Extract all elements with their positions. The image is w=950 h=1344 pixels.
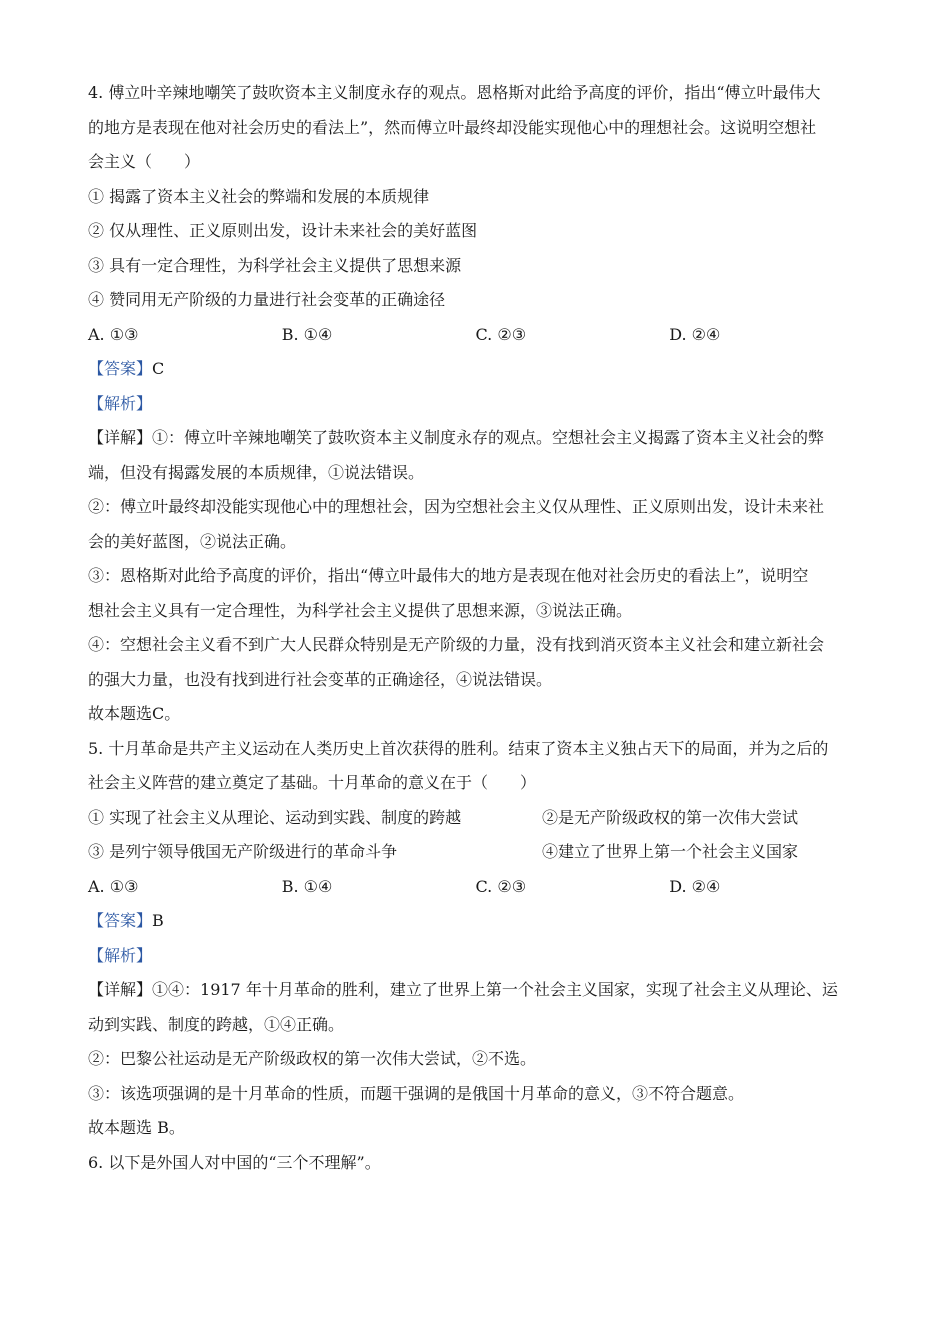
q5-item: ④建立了世界上第一个社会主义国家 (542, 842, 799, 861)
answer-value: C (152, 359, 165, 378)
detail-text: ①：傅立叶辛辣地嘲笑了鼓吹资本主义制度永存的观点。空想社会主义揭露了资本主义社会的弊 (152, 428, 825, 447)
q6-stem-line: 6. 以下是外国人对中国的“三个不理解”。 (88, 1152, 381, 1172)
analysis-tag: 【解析】 (88, 393, 153, 413)
q5-option-d: D. ②④ (669, 876, 721, 896)
q5-stem-line: 社会主义阵营的建立奠定了基础。十月革命的意义在于（ ） (88, 773, 537, 792)
analysis-tag: 【解析】 (88, 945, 153, 965)
answer-value: B (152, 911, 164, 930)
detail-text: ①④：1917 年十月革命的胜利，建立了世界上第一个社会主义国家，实现了社会主义从理论、运 (152, 980, 838, 999)
q5-option-b: B. ①④ (281, 876, 333, 896)
question-5 (88, 732, 863, 1146)
q4-stem-line: 4. 傅立叶辛辣地嘲笑了鼓吹资本主义制度永存的观点。恩格斯对此给予高度的评价，指出“傅立叶最伟大 (88, 83, 821, 102)
q5-answer (88, 904, 863, 939)
question-6 (88, 1146, 863, 1181)
q4-detail-line: 的强大力量，也没有找到进行社会变革的正确途径，④说法错误。 (88, 669, 553, 689)
q4-item: ② 仅从理性、正义原则出发，设计未来社会的美好蓝图 (88, 221, 478, 240)
q4-answer (88, 352, 863, 387)
q5-conclusion: 故本题选 B。 (88, 1118, 185, 1137)
q5-item: ②是无产阶级政权的第一次伟大尝试 (542, 807, 799, 827)
q4-item: ④ 赞同用无产阶级的力量进行社会变革的正确途径 (88, 290, 446, 309)
answer-tag: 【答案】 (88, 911, 153, 930)
q5-item: ③ 是列宁领导俄国无产阶级进行的革命斗争 (88, 842, 398, 861)
q4-option-a: A. ①③ (88, 324, 139, 344)
q4-stem-line: 会主义（ ） (88, 152, 201, 171)
q4-options (88, 318, 863, 353)
q4-detail-line: ②：傅立叶最终却没能实现他心中的理想社会，因为空想社会主义仅从理性、正义原则出发，设计未来社 (88, 497, 825, 516)
q4-option-b: B. ①④ (281, 324, 333, 344)
q5-detail-line (88, 973, 863, 1008)
q5-options (88, 870, 863, 905)
q4-item: ① 揭露了资本主义社会的弊端和发展的本质规律 (88, 186, 430, 206)
detail-tag: 【详解】 (88, 980, 153, 999)
q5-detail-line: 动到实践、制度的跨越，①④正确。 (88, 1014, 345, 1034)
q4-item: ③ 具有一定合理性，为科学社会主义提供了思想来源 (88, 255, 462, 275)
question-4 (88, 76, 863, 732)
q5-items-row (88, 801, 863, 836)
q4-option-c: C. ②③ (475, 324, 527, 344)
q4-detail-line: ④：空想社会主义看不到广大人民群众特别是无产阶级的力量，没有找到消灭资本主义社会和建立新社会 (88, 635, 825, 654)
q4-option-d: D. ②④ (669, 324, 721, 344)
q4-detail-line: 端，但没有揭露发展的本质规律，①说法错误。 (88, 462, 425, 482)
q5-option-a: A. ①③ (88, 876, 139, 896)
q5-option-c: C. ②③ (475, 876, 527, 896)
q5-items-row (88, 835, 863, 870)
q4-conclusion: 故本题选C。 (88, 704, 181, 723)
q4-detail-line (88, 421, 863, 456)
answer-tag: 【答案】 (88, 359, 153, 378)
q4-detail-line: 想社会主义具有一定合理性，为科学社会主义提供了思想来源，③说法正确。 (88, 600, 633, 620)
q5-detail-line: ②：巴黎公社运动是无产阶级政权的第一次伟大尝试，②不选。 (88, 1049, 537, 1068)
detail-tag: 【详解】 (88, 428, 153, 447)
q4-stem-line: 的地方是表现在他对社会历史的看法上”，然而傅立叶最终却没能实现他心中的理想社会。这说明空想社 (88, 117, 817, 137)
q5-item: ① 实现了社会主义从理论、运动到实践、制度的跨越 (88, 807, 462, 827)
q5-detail-line: ③：该选项强调的是十月革命的性质，而题干强调的是俄国十月革命的意义，③不符合题意。 (88, 1083, 745, 1103)
document-page (88, 76, 863, 1180)
q4-detail-line: ③：恩格斯对此给予高度的评价，指出“傅立叶最伟大的地方是表现在他对社会历史的看法上”，说明空 (88, 566, 809, 585)
q4-detail-line: 会的美好蓝图，②说法正确。 (88, 531, 297, 551)
q5-stem-line: 5. 十月革命是共产主义运动在人类历史上首次获得的胜利。结束了资本主义独占天下的局面，并为之后的 (88, 738, 829, 758)
